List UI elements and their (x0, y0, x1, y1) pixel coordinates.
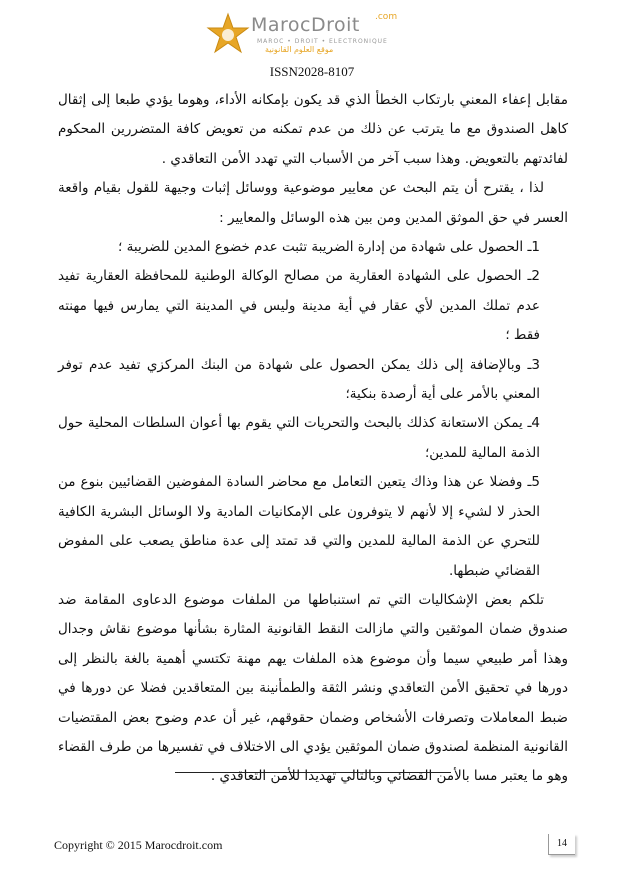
list-item-2: 2ـ الحصول على الشهادة العقارية من مصالح الوكالة الوطنية للمحافظة العقارية تفيد عدم تملك المدين لأي عقار في أية مدينة وليس في المدينة التي يمارس فيها مهنته فقط ؛ (58, 268, 540, 344)
list-item-5: 5ـ وفضلا عن هذا وذاك يتعين التعامل مع محاضر السادة المفوضين القضائيين بنوع من الحذر لا لشيء إلا لأنهم لا يتوفرون على الإمكانيات المادية ولا الوسائل البشرية الكافية للتحري عن الذمة المالية للمدين والتي قد تمتد إلى عدة مناطق يصعب على المفوض القضائي ضبطها. (58, 474, 540, 579)
copyright-notice: Copyright © 2015 Marocdroit.com (54, 838, 223, 852)
logo-name: MarocDroit (251, 14, 360, 36)
page-header (0, 6, 624, 79)
star-logo-icon (205, 12, 251, 54)
issn-number: ISSN2028-8107 (269, 64, 355, 79)
page-number-box (548, 834, 575, 855)
logo-arabic-tagline: موقع العلوم القانونية (265, 45, 334, 54)
logo-subtitle: MAROC • DROIT • ELECTRONIQUE (257, 38, 388, 45)
page-number: 14 (557, 838, 567, 849)
paragraph-1: مقابل إعفاء المعني بارتكاب الخطأ الذي قد يكون بإمكانه الأداء، وهوما يؤدي طبعا إلى إثقال كاهل الصندوق مع ما يترتب عن ذلك من عدم تمكنه من تعويض كافة المتضررين المحكوم لفائدتهم بالتعويض. وهذا سبب آخر من الأسباب التي تهدد الأمن التعاقدي . (58, 92, 568, 167)
logo-tld: .com (375, 12, 398, 22)
article-body (58, 86, 568, 792)
paragraph-2: لذا ، يقترح أن يتم البحث عن معايير موضوعية ووسائل إثبات وجيهة للقول بقيام واقعة العسر في حق الموثق المدين ومن بين هذه الوسائل والمعايير : (58, 180, 568, 226)
closing-divider (175, 772, 451, 773)
list-item-1: 1ـ الحصول على شهادة من إدارة الضريبة تثبت عدم خضوع المدين للضريبة ؛ (118, 239, 540, 256)
list-item-4: 4ـ يمكن الاستعانة كذلك بالبحث والتحريات التي يقوم بها أعوان السلطات المحلية حول الذمة المالية للمدين؛ (58, 415, 540, 461)
site-logo (205, 12, 405, 54)
list-item-3: 3ـ وبالإضافة إلى ذلك يمكن الحصول على شهادة من البنك المركزي تفيد عدم توفر المعني بالأمر على أية أرصدة بنكية؛ (58, 356, 540, 403)
paragraph-3: تلكم بعض الإشكاليات التي تم استنباطها من الملفات موضوع الدعاوى المقامة ضد صندوق ضمان الموثقين والتي مازالت النقط القانونية المثارة بشأنها موضوع نقاش وجدال وهذا أمر طبيعي سيما وأن موضوع هذه الملفات يهم مهنة تكتسي أهمية بالغة بالنظر إلى دورها في تحقيق الأمن التعاقدي ونشر الثقة والطمأنينة بين المتعاقدين فضلا عن دورها في ضبط المعاملات وتصرفات الأشخاص وضمان حقوقهم، غير أن عدم وضوح بعض المقتضيات القانونية المنظمة لصندوق ضمان الموثقين يؤدي الى الاختلاف في تفسيرها من طرف القضاء وهو ما يعتبر مسا بالأمن القضائي وبالتالي تهديدا للأمن التعاقدي . (58, 591, 568, 785)
